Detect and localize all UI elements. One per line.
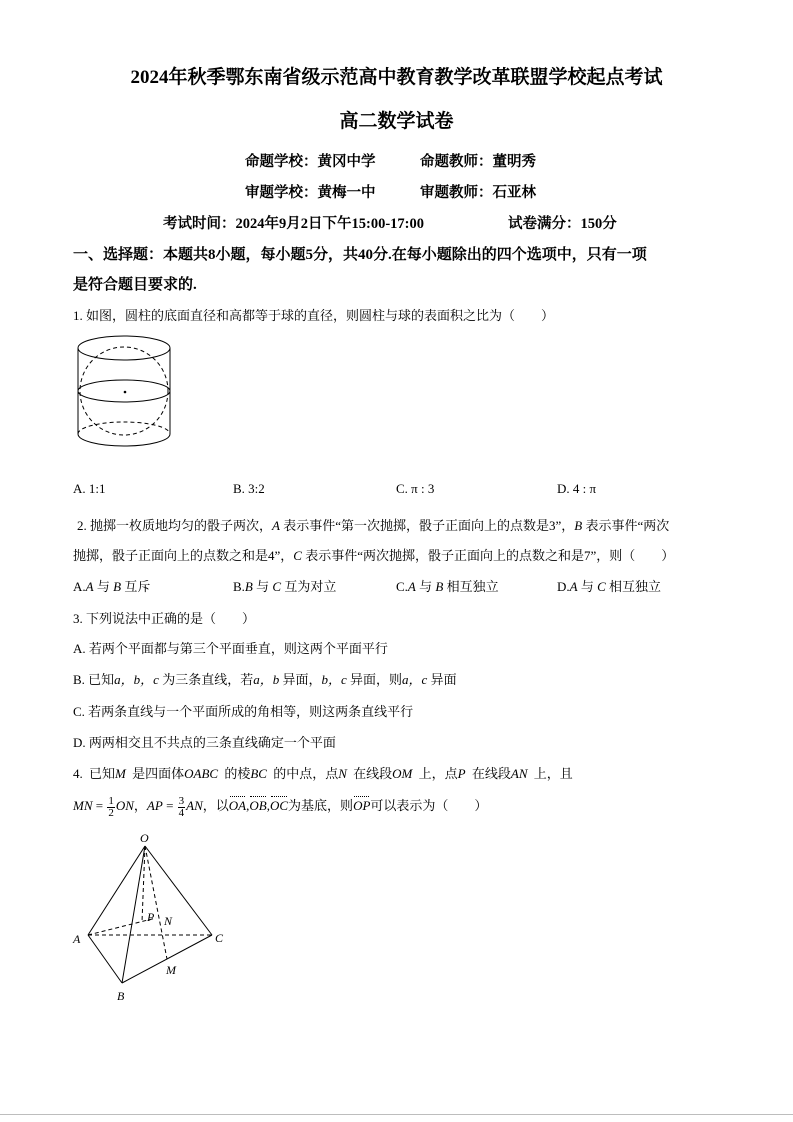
segment-AN xyxy=(88,918,156,935)
exam-subtitle: 高二数学试卷 xyxy=(339,111,454,132)
proposer-teacher: 命题教师：董明秀 xyxy=(420,154,536,170)
exam-time: 考试时间：2024年9月2日下午15:00-17:00 xyxy=(163,216,424,232)
proposer-school: 命题学校：黄冈中学 xyxy=(245,154,376,170)
label-N: N xyxy=(164,914,173,928)
q1-cylinder-sphere-figure xyxy=(72,330,184,454)
q3-option-d: D. 两两相交且不共点的三条直线确定一个平面 xyxy=(73,735,336,750)
cylinder-bottom-front-arc xyxy=(78,434,170,446)
edge-AB xyxy=(88,935,122,983)
q1-option-d: D. 4 : π xyxy=(557,481,597,496)
q4-tetrahedron-figure xyxy=(68,828,238,1010)
section-heading-line2: 是符合题目要求的. xyxy=(73,277,197,293)
label-O: O xyxy=(140,831,149,845)
q4-stem-line2: MN = $\frac{1}{2}$ ON，AP = $\frac{3}{4}$ AN，以OA,OB,OC为基底，则OP可以表示为（ ） xyxy=(73,794,488,819)
fraction-three-quarters: $\frac{3}{4}$ xyxy=(178,794,185,819)
sphere-equator-back xyxy=(78,380,170,391)
q1-stem: 1. 如图，圆柱的底面直径和高都等于球的直径，则圆柱与球的表面积之比为（ ） xyxy=(73,308,555,323)
q4-stem-line1: 4. 已知M 是四面体OABC 的棱BC 的中点，点N 在线段OM 上，点P 在线段AN 上，且 xyxy=(73,766,573,781)
q2-option-d: D.A 与 C 相互独立 xyxy=(557,579,662,594)
q1-option-a: A. 1:1 xyxy=(73,481,106,496)
edge-OB xyxy=(122,846,145,983)
q3-option-a: A. 若两个平面都与第三个平面垂直，则这两个平面平行 xyxy=(73,641,388,656)
reviewer-school: 审题学校：黄梅一中 xyxy=(245,185,376,201)
q2-stem-line1: 2. 抛掷一枚质地均匀的骰子两次，A 表示事件“第一次抛掷，骰子正面向上的点数是3”，B 表示事件“两次 xyxy=(77,518,670,533)
q1-option-c: C. π : 3 xyxy=(396,481,435,496)
label-P: P xyxy=(147,910,155,924)
reviewer-teacher: 审题教师：石亚林 xyxy=(420,185,536,201)
full-score: 试卷满分：150分 xyxy=(508,216,617,232)
q2-option-a: A.A 与 B 互斥 xyxy=(73,579,151,594)
cylinder-top-ellipse xyxy=(78,336,170,360)
fraction-one-half: $\frac{1}{2}$ xyxy=(108,794,114,819)
label-A: A xyxy=(73,932,81,946)
q2-option-b: B.B 与 C 互为对立 xyxy=(233,579,337,594)
edge-OA xyxy=(88,846,145,935)
exam-title: 2024年秋季鄂东南省级示范高中教育教学改革联盟学校起点考试 xyxy=(130,67,663,88)
q2-stem-line2: 抛掷，骰子正面向上的点数之和是4”，C 表示事件“两次抛掷，骰子正面向上的点数之和是7”，则（ ） xyxy=(73,548,675,563)
edge-OC xyxy=(145,846,212,935)
q3-option-b: B. 已知a，b，c 为三条直线，若a，b 异面，b，c 异面，则a，c 异面 xyxy=(73,672,457,687)
q1-option-b: B. 3:2 xyxy=(233,481,265,496)
segment-OM xyxy=(145,846,167,959)
q3-option-c: C. 若两条直线与一个平面所成的角相等，则这两条直线平行 xyxy=(73,704,414,719)
footer-divider xyxy=(0,1114,793,1115)
sphere-center-dot xyxy=(124,391,127,394)
label-B: B xyxy=(117,989,125,1003)
section-heading-line1: 一、选择题：本题共8小题，每小题5分，共40分.在每小题除出的四个选项中，只有一项 xyxy=(73,247,647,263)
label-C: C xyxy=(215,931,224,945)
cylinder-bottom-back-arc xyxy=(78,422,170,434)
q2-option-c: C.A 与 B 相互独立 xyxy=(396,579,499,594)
label-M: M xyxy=(166,963,176,977)
q3-stem: 3. 下列说法中正确的是（ ） xyxy=(73,611,256,626)
